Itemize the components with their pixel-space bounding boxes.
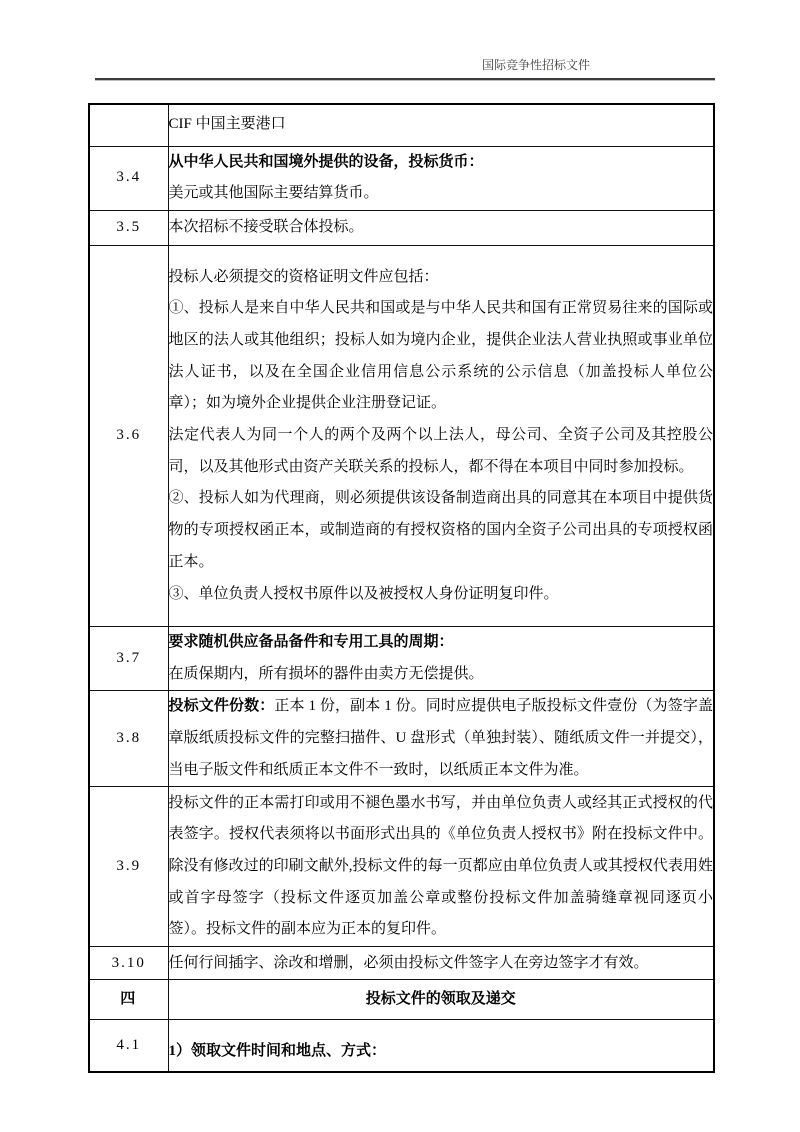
table-row — [89, 626, 714, 690]
page-header-title: 国际竞争性招标文件 — [481, 58, 590, 72]
header-rule — [95, 78, 715, 81]
table-row — [89, 210, 714, 245]
paragraph: 法定代表人为同一个人的两个及两个以上法人，母公司、全资子公司及其控股公司，以及其他形式由资产关联关系的投标人，都不得在本项目中同时参加投标。 — [168, 427, 713, 475]
row-content-cell — [168, 146, 714, 210]
table-row — [89, 104, 714, 146]
bidding-conditions-table — [88, 103, 715, 1073]
paragraph: CIF 中国主要港口 — [168, 116, 286, 132]
row-content-cell — [168, 1020, 714, 1072]
paragraph: 投标文件的正本需打印或用不褪色墨水书写，并由单位负责人或经其正式授权的代表签字。授权代表须将以书面形式出具的《单位负责人授权书》附在投标文件中。除没有修改过的印刷文献外,投标文件的每一页都应由单位负责人或其授权代表用姓或首字母签字（投标文件逐页加盖公章或整份投标文件加盖骑缝章视同逐页小签）。投标文件的副本应为正本的复印件。 — [168, 794, 713, 938]
paragraph: 本次招标不接受联合体投标。 — [168, 219, 364, 236]
row-content-cell — [168, 787, 714, 947]
row-content-cell — [168, 245, 714, 626]
paragraph-lead: 投标文件份数： — [168, 698, 275, 715]
paragraph: 在质保期内，所有损坏的器件由卖方无偿提供。 — [168, 665, 484, 682]
table-row — [89, 1020, 714, 1072]
row-number-cell: 3.10 — [89, 947, 168, 980]
row-content-cell — [168, 104, 714, 146]
paragraph — [169, 691, 714, 786]
row-number-cell: 3.5 — [89, 210, 168, 245]
paragraph: 要求随机供应备品备件和专用工具的周期： — [168, 633, 454, 650]
row-content-cell — [168, 691, 714, 787]
table-row — [89, 691, 714, 787]
row-number-cell: 4.1 — [89, 1020, 168, 1072]
table-row — [89, 947, 714, 980]
table-row — [89, 245, 714, 626]
row-number-cell: 四 — [89, 980, 168, 1020]
paragraph: 美元或其他国际主要结算货币。 — [168, 185, 379, 202]
row-number-cell: 3.8 — [89, 691, 168, 787]
row-content-cell — [168, 947, 714, 980]
paragraph: 投标人必须提交的资格证明文件应包括： — [168, 268, 439, 285]
table-row — [89, 787, 714, 947]
row-number-cell: 3.6 — [89, 245, 168, 626]
section-title-paragraph: 投标文件的领取及递交 — [365, 991, 516, 1008]
paragraph: ②、投标人如为代理商，则必须提供该设备制造商出具的同意其在本项目中提供货物的专项授权函正本，或制造商的有授权资格的国内全资子公司出具的专项授权函正本。 — [168, 490, 713, 570]
paragraph: 1）领取文件时间和地点、方式： — [168, 1043, 387, 1060]
row-content-cell — [168, 626, 714, 690]
row-number-cell — [89, 104, 168, 146]
paragraph: 任何行间插字、涂改和增删，必须由投标文件签字人在旁边签字才有效。 — [168, 954, 649, 971]
row-number-cell: 3.7 — [89, 626, 168, 690]
row-number-cell: 3.9 — [89, 787, 168, 947]
row-content-cell — [168, 980, 714, 1020]
row-content-cell — [168, 210, 714, 245]
paragraph: ①、投标人是来自中华人民共和国或是与中华人民共和国有正常贸易往来的国际或地区的法人或其他组织；投标人如为境内企业，提供企业法人营业执照或事业单位法人证书，以及在全国企业信用信息公示系统的公示信息（加盖投标人单位公章）；如为境外企业提供企业注册登记证。 — [168, 300, 713, 412]
paragraph-text: 正本 1 份，副本 1 份。同时应提供电子版投标文件壹份（为签字盖章版纸质投标文件的完整扫描件、U 盘形式（单独封装）、随纸质文件一并提交），当电子版文件和纸质正本文件不一致时，以纸质正本文件为准。 — [168, 698, 713, 778]
table-row — [89, 980, 714, 1020]
row-number-cell: 3.4 — [89, 146, 168, 210]
table-row — [89, 146, 714, 210]
paragraph: 从中华人民共和国境外提供的设备，投标货币： — [168, 153, 484, 170]
paragraph: ③、单位负责人授权书原件以及被授权人身份证明复印件。 — [168, 585, 559, 602]
